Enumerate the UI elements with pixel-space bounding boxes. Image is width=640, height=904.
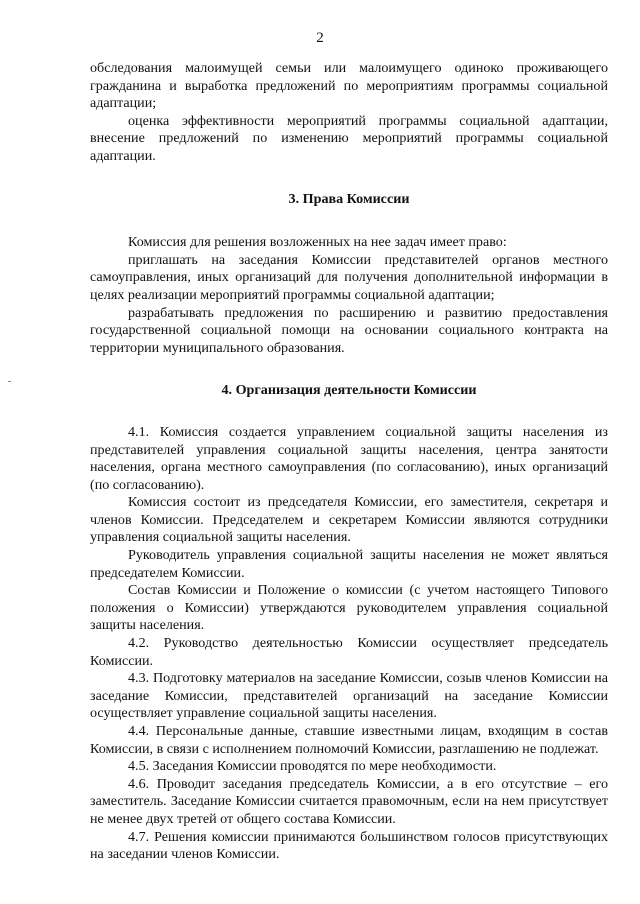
paragraph: оценка эффективности мероприятий программы социальной адаптации, внесение предложений по изменению мероприятий программы социальной адаптации. [90, 112, 608, 164]
paragraph: приглашать на заседания Комиссии представителей органов местного самоуправления, иных организаций для получения дополнительной информации в целях реализации мероприятий программы социальной адаптации; [90, 251, 608, 303]
document-body [90, 60, 608, 864]
paragraph: Руководитель управления социальной защиты населения не может являться председателем Комиссии. [90, 547, 608, 581]
paragraph: Состав Комиссии и Положение о комиссии (с учетом настоящего Типового положения о Комиссии) утверждаются руководителем управления социальной защиты населения. [90, 582, 608, 634]
paragraph: обследования малоимущей семьи или малоимущего одиноко проживающего гражданина и выработка предложений по мероприятиям программы социальной адаптации; [90, 60, 608, 112]
paragraph: 4.6. Проводит заседания председатель Комиссии, а в его отсутствие – его заместитель. Заседание Комиссии считается правомочным, если на нем присутствует не менее двух третей от общего состава Комиссии. [90, 775, 608, 827]
section-heading-rights: 3. Права Комиссии [288, 190, 410, 207]
paragraph: 4.1. Комиссия создается управлением социальной защиты населения из представителей управления социальной защиты населения, центра занятости населения, органа местного самоуправления (по согласованию), иных организаций (по согласованию). [90, 423, 608, 493]
paragraph: 4.4. Персональные данные, ставшие известными лицам, входящим в состав Комиссии, в связи с исполнением полномочий Комиссии, разглашению не подлежат. [90, 723, 608, 757]
paragraph: 4.7. Решения комиссии принимаются большинством голосов присутствующих на заседании членов Комиссии. [90, 828, 608, 863]
paragraph: разрабатывать предложения по расширению и развитию предоставления государственной социальной помощи на основании социального контракта на территории муниципального образования. [90, 304, 608, 356]
section-heading-organization: 4. Организация деятельности Комиссии [221, 382, 477, 399]
paragraph: 4.5. Заседания Комиссии проводятся по мере необходимости. [128, 758, 497, 775]
paragraph: 4.3. Подготовку материалов на заседание Комиссии, созыв членов Комиссии на заседание Комиссии, представителей организаций на заседание Комиссии осуществляет управление социальной защиты населения. [90, 670, 608, 722]
scan-artifact [8, 381, 11, 382]
page-number: 2 [316, 30, 324, 46]
paragraph: Комиссия для решения возложенных на нее задач имеет право: [128, 234, 507, 251]
paragraph: 4.2. Руководство деятельностью Комиссии осуществляет председатель Комиссии. [90, 635, 608, 669]
paragraph: Комиссия состоит из председателя Комиссии, его заместителя, секретаря и членов Комиссии. Председателем и секретарем Комиссии являются сотрудники управления социальной защиты населения. [90, 494, 608, 546]
